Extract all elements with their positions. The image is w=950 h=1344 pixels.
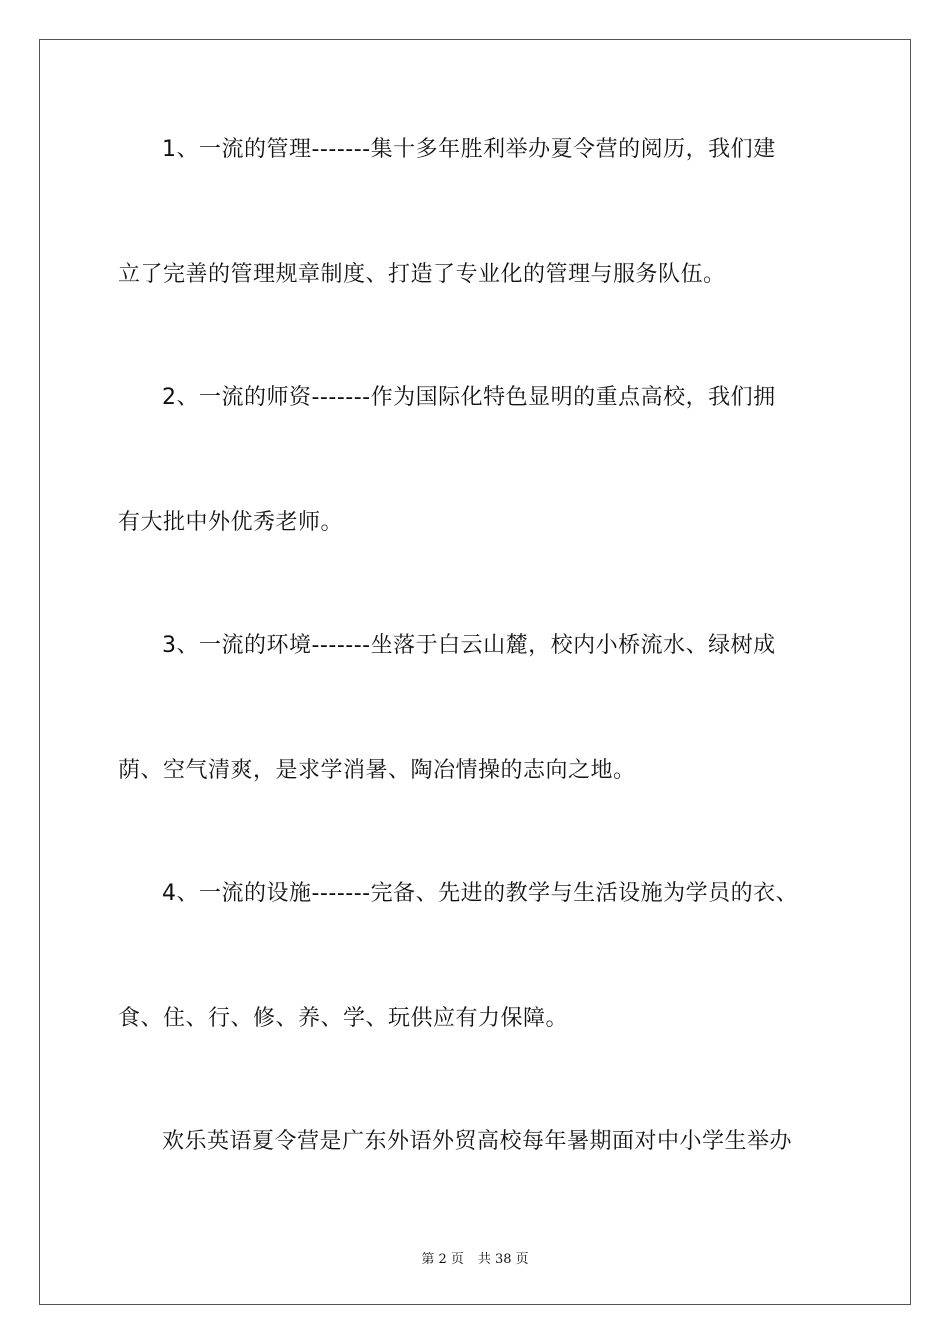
paragraph-line: 荫、空气清爽，是求学消暑、陶冶情操的志向之地。 <box>118 758 636 783</box>
paragraph-line: 立了完善的管理规章制度、打造了专业化的管理与服务队伍。 <box>118 262 726 287</box>
paragraph-line: 欢乐英语夏令营是广东外语外贸高校每年暑期面对中小学生举办 <box>162 1129 793 1154</box>
paragraph-line: 1、一流的管理-------集十多年胜利举办夏令营的阅历，我们建 <box>162 137 776 162</box>
paragraph-line: 有大批中外优秀老师。 <box>118 510 344 535</box>
page-number: 第 2 页 <box>421 1252 464 1267</box>
page-border <box>39 39 911 1305</box>
paragraph-line: 食、住、行、修、养、学、玩供应有力保障。 <box>118 1006 569 1031</box>
paragraph-line: 3、一流的环境-------坐落于白云山麓，校内小桥流水、绿树成 <box>162 633 776 658</box>
page-footer <box>0 1248 950 1267</box>
paragraph-line: 2、一流的师资-------作为国际化特色显明的重点高校，我们拥 <box>162 385 776 410</box>
paragraph-line: 4、一流的设施-------完备、先进的教学与生活设施为学员的衣、 <box>162 881 799 906</box>
page-total: 共 38 页 <box>477 1252 529 1267</box>
